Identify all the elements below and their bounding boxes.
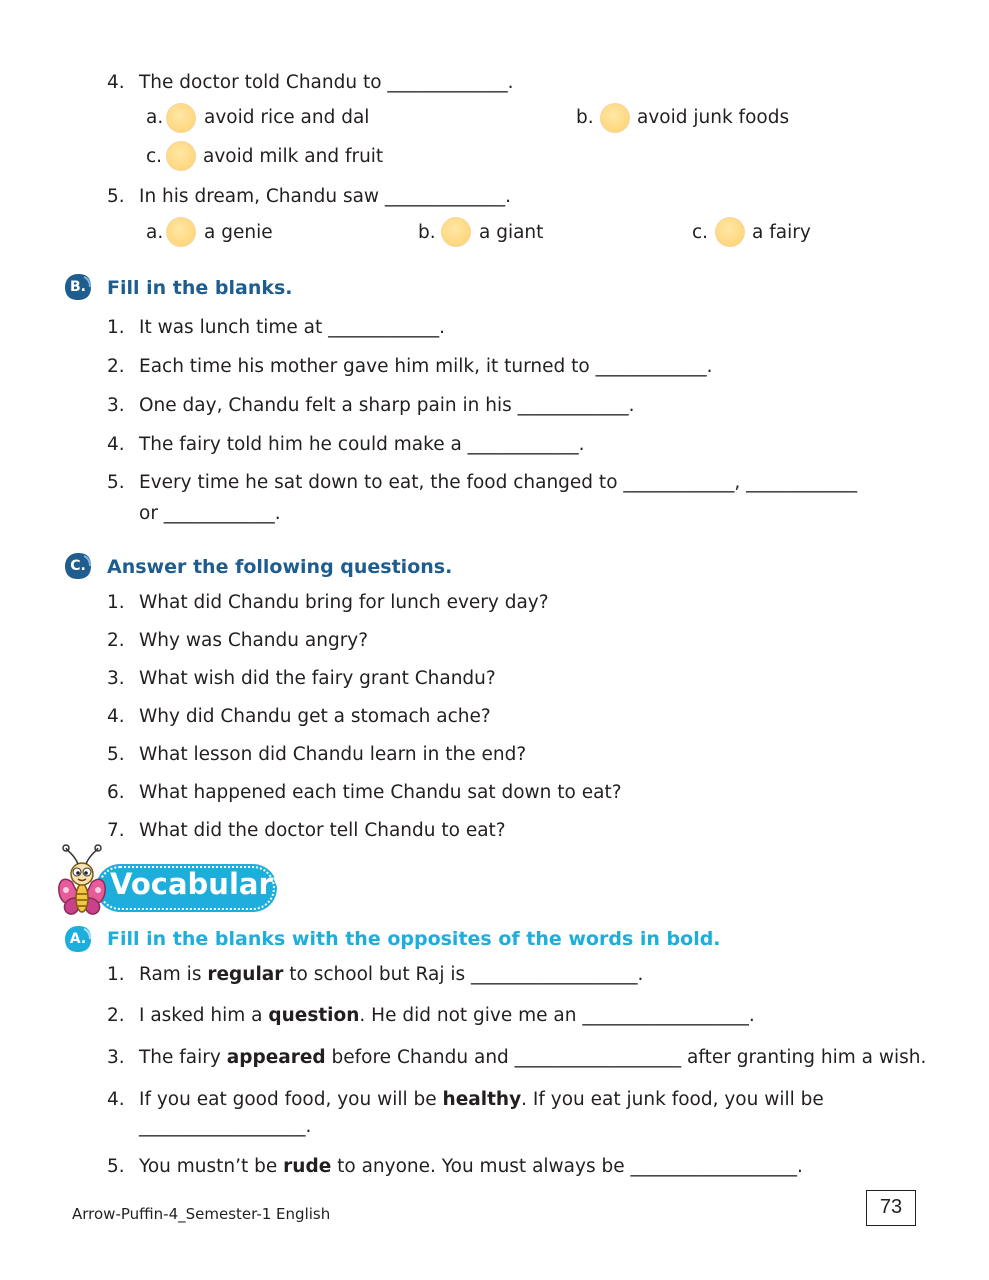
list-item: It was lunch time at ____________. (139, 317, 445, 338)
list-item: What wish did the fairy grant Chandu? (139, 668, 496, 689)
list-item: If you eat good food, you will be healthy. If you eat junk food, you will be (139, 1089, 824, 1110)
list-item: Ram is regular to school but Raj is __________________. (139, 964, 644, 985)
list-item-number: 6. (107, 782, 125, 803)
list-item: Each time his mother gave him milk, it turned to ____________. (139, 356, 713, 377)
option-text: a giant (479, 222, 544, 243)
list-item: The fairy told him he could make a ____________. (139, 434, 585, 455)
vocabulary-heading: Vocabulary (110, 867, 292, 901)
list-item-continuation: or ____________. (139, 503, 281, 524)
list-item: The fairy appeared before Chandu and __________________ after granting him a wish. (139, 1047, 927, 1068)
answer-bubble[interactable] (441, 217, 471, 247)
list-item: You mustn’t be rude to anyone. You must always be __________________. (139, 1156, 803, 1177)
option-text: avoid junk foods (637, 107, 790, 128)
option-text: avoid rice and dal (204, 107, 370, 128)
list-item: What lesson did Chandu learn in the end? (139, 744, 527, 765)
list-item-number: 5. (107, 1156, 125, 1177)
list-item: Why did Chandu get a stomach ache? (139, 706, 491, 727)
option-letter: a. (146, 107, 164, 128)
list-item-number: 3. (107, 1047, 125, 1068)
butterfly-mascot-icon (54, 842, 110, 918)
list-item-number: 4. (107, 1089, 125, 1110)
list-item: What happened each time Chandu sat down to eat? (139, 782, 622, 803)
answer-bubble[interactable] (166, 141, 196, 171)
option-text: avoid milk and fruit (203, 146, 384, 167)
option-letter: b. (418, 222, 436, 243)
question-number: 5. (107, 186, 125, 207)
list-item-number: 4. (107, 706, 125, 727)
list-item-number: 1. (107, 317, 125, 338)
option-letter: c. (692, 222, 709, 243)
option-letter: c. (146, 146, 163, 167)
section-b-badge: B. (64, 273, 92, 301)
section-a-badge: A. (64, 925, 92, 953)
list-item: Why was Chandu angry? (139, 630, 369, 651)
answer-bubble[interactable] (166, 103, 196, 133)
list-item-number: 2. (107, 1005, 125, 1026)
question-text: In his dream, Chandu saw _____________. (139, 186, 512, 207)
answer-bubble[interactable] (715, 217, 745, 247)
option-letter: a. (146, 222, 164, 243)
list-item: Every time he sat down to eat, the food changed to ____________, ____________ (139, 472, 858, 493)
list-item: What did Chandu bring for lunch every day? (139, 592, 549, 613)
option-text: a genie (204, 222, 273, 243)
list-item-number: 7. (107, 820, 125, 841)
list-item-number: 2. (107, 356, 125, 377)
list-item-number: 4. (107, 434, 125, 455)
section-c-badge: C. (64, 552, 92, 580)
list-item-number: 3. (107, 668, 125, 689)
answer-bubble[interactable] (166, 217, 196, 247)
section-c-title: Answer the following questions. (107, 556, 453, 578)
list-item: I asked him a question. He did not give me an __________________. (139, 1005, 755, 1026)
footer-book-title: Arrow-Puffin-4_Semester-1 English (72, 1205, 331, 1223)
list-item-number: 2. (107, 630, 125, 651)
list-item: What did the doctor tell Chandu to eat? (139, 820, 506, 841)
list-item-number: 1. (107, 592, 125, 613)
list-item-continuation: __________________. (139, 1116, 312, 1137)
question-text: The doctor told Chandu to _____________. (139, 72, 514, 93)
list-item-number: 1. (107, 964, 125, 985)
question-number: 4. (107, 72, 125, 93)
vocabulary-a-title: Fill in the blanks with the opposites of the words in bold. (107, 928, 721, 950)
list-item-number: 3. (107, 395, 125, 416)
list-item-number: 5. (107, 744, 125, 765)
page-number: 73 (866, 1190, 916, 1226)
answer-bubble[interactable] (600, 103, 630, 133)
list-item-number: 5. (107, 472, 125, 493)
section-b-title: Fill in the blanks. (107, 277, 293, 299)
list-item: One day, Chandu felt a sharp pain in his ____________. (139, 395, 635, 416)
option-text: a fairy (752, 222, 811, 243)
option-letter: b. (576, 107, 594, 128)
